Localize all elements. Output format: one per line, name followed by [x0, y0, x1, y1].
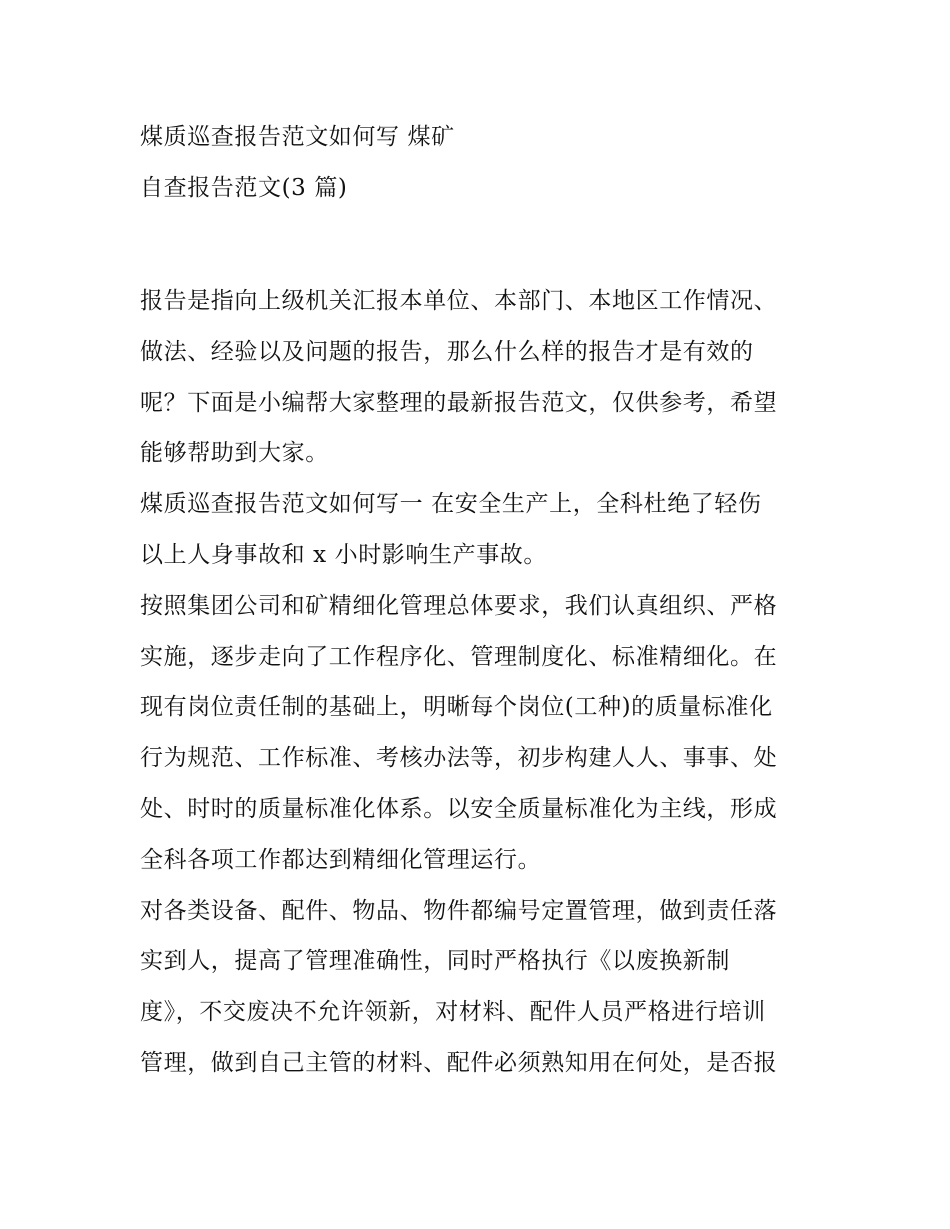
document-title — [140, 112, 820, 214]
text-line: 管理，做到自己主管的材料、配件必须熟知用在何处，是否报 — [140, 1049, 778, 1076]
text-line: 煤质巡查报告范文如何写一 在安全生产上，全科杜绝了轻伤 — [140, 491, 762, 518]
text-line: 能够帮助到大家。 — [140, 440, 329, 467]
text-line: 实施，逐步走向了工作程序化、管理制度化、标准精细化。在 — [140, 643, 778, 670]
text-line: 实到人，提高了管理准确性，同时严格执行《以废换新制 — [140, 948, 730, 975]
text-line: 报告是指向上级机关汇报本单位、本部门、本地区工作情况、 — [140, 288, 778, 314]
title-line: 自查报告范文(3 篇) — [140, 174, 348, 201]
text-line: 行为规范、工作标准、考核办法等，初步构建人人、事事、处 — [140, 745, 778, 772]
text-line: 现有岗位责任制的基础上，明晰每个岗位(工种)的质量标准化 — [140, 694, 773, 721]
text-line: 全科各项工作都达到精细化管理运行。 — [140, 846, 542, 873]
text-line: 呢？下面是小编帮大家整理的最新报告范文，仅供参考，希望 — [140, 389, 778, 416]
text-line: 按照集团公司和矿精细化管理总体要求，我们认真组织、严格 — [140, 592, 778, 619]
text-line: 做法、经验以及问题的报告，那么什么样的报告才是有效的 — [140, 338, 754, 365]
title-line: 煤质巡查报告范文如何写 煤矿 — [140, 124, 455, 150]
document-body — [140, 276, 830, 1089]
text-line: 以上人身事故和 x 小时影响生产事故。 — [140, 541, 547, 568]
text-line: 处、时时的质量标准化体系。以安全质量标准化为主线，形成 — [140, 795, 778, 822]
text-line: 度》，不交废决不允许领新，对材料、配件人员严格进行培训 — [140, 999, 766, 1026]
text-line: 对各类设备、配件、物品、物件都编号定置管理，做到责任落 — [140, 897, 778, 924]
